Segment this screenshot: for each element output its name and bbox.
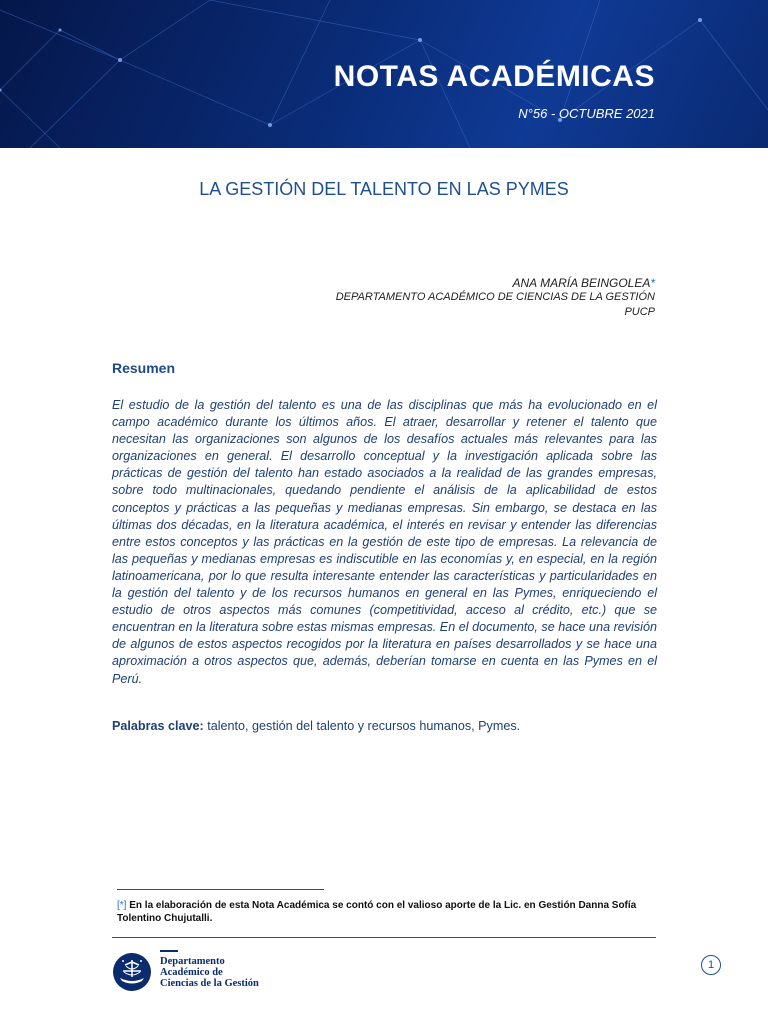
logo-line-3: Ciencias de la Gestión xyxy=(160,978,259,989)
keywords-line xyxy=(112,719,657,733)
author-block xyxy=(336,276,655,320)
issue-number: N°56 - OCTUBRE 2021 xyxy=(518,106,655,121)
footnote-text: En la elaboración de esta Nota Académica se contó con el valioso aporte de la Lic. en Gestión Danna Sofía Tolentino Chujutalli. xyxy=(117,900,637,924)
document-title: LA GESTIÓN DEL TALENTO EN LAS PYMES xyxy=(199,179,569,199)
keywords-label: Palabras clave: xyxy=(112,719,204,733)
author-footnote-mark[interactable]: * xyxy=(650,276,655,290)
logo-text xyxy=(160,956,259,989)
author-department: DEPARTAMENTO ACADÉMICO DE CIENCIAS DE LA GESTIÓN xyxy=(335,291,655,303)
footer-divider xyxy=(112,937,656,938)
footnote-divider xyxy=(117,889,324,890)
logo-accent-bar xyxy=(160,950,178,952)
logo-line-1: Departamento xyxy=(160,956,225,967)
footnote xyxy=(117,899,662,925)
abstract-heading: Resumen xyxy=(112,360,176,376)
author-institution: PUCP xyxy=(624,306,655,318)
keywords-value: talento, gestión del talento y recursos humanos, Pymes. xyxy=(207,719,521,733)
page-number: 1 xyxy=(701,955,721,975)
footnote-mark: [*] xyxy=(117,900,127,911)
pucp-emblem-icon xyxy=(112,952,152,992)
author-name: ANA MARÍA BEINGOLEA xyxy=(512,276,651,290)
header-banner xyxy=(0,0,768,148)
publication-title: NOTAS ACADÉMICAS xyxy=(333,60,655,93)
author-line xyxy=(336,276,655,290)
abstract-body: El estudio de la gestión del talento es una de las disciplinas que más ha evolucionado en el campo académico durante los últimos años. El atraer, desarrollar y retener el talento que necesitan las organizaciones son algunos de los desafíos actuales más relevantes para las organizaciones en general. El desarrollo conceptual y la investigación aplicada sobre las prácticas de gestión del talento han estado asociados a la realidad de las grandes empresas, sobre todo multinacionales, quedando pendiente el análisis de la aplicabilidad de estos conceptos y prácticas a las pequeñas y medianas empresas. Sin embargo, se destaca en las últimas dos décadas, en la literatura académica, el interés en revisar y entender las diferencias entre estos conceptos y las prácticas en la gestión de este tipo de empresas. La relevancia de las pequeñas y medianas empresas es indiscutible en las economías y, en especial, en la región latinoamericana, por lo que resulta interesante entender las características y particularidades en la gestión del talento y de los recursos humanos en general en las Pymes, enriqueciendo el estudio de otros aspectos más comunes (competitividad, acceso al crédito, etc.) que se encuentran en la literatura sobre estas mismas empresas. En el documento, se hace una revisión de algunos de estos aspectos recogidos por la literatura en países desarrollados y se hace una aproximación a otros aspectos que, además, deberían tomarse en cuenta en las Pymes en el Perú. xyxy=(112,398,657,686)
department-logo[interactable] xyxy=(112,950,272,994)
logo-line-2: Académico de xyxy=(160,967,223,978)
